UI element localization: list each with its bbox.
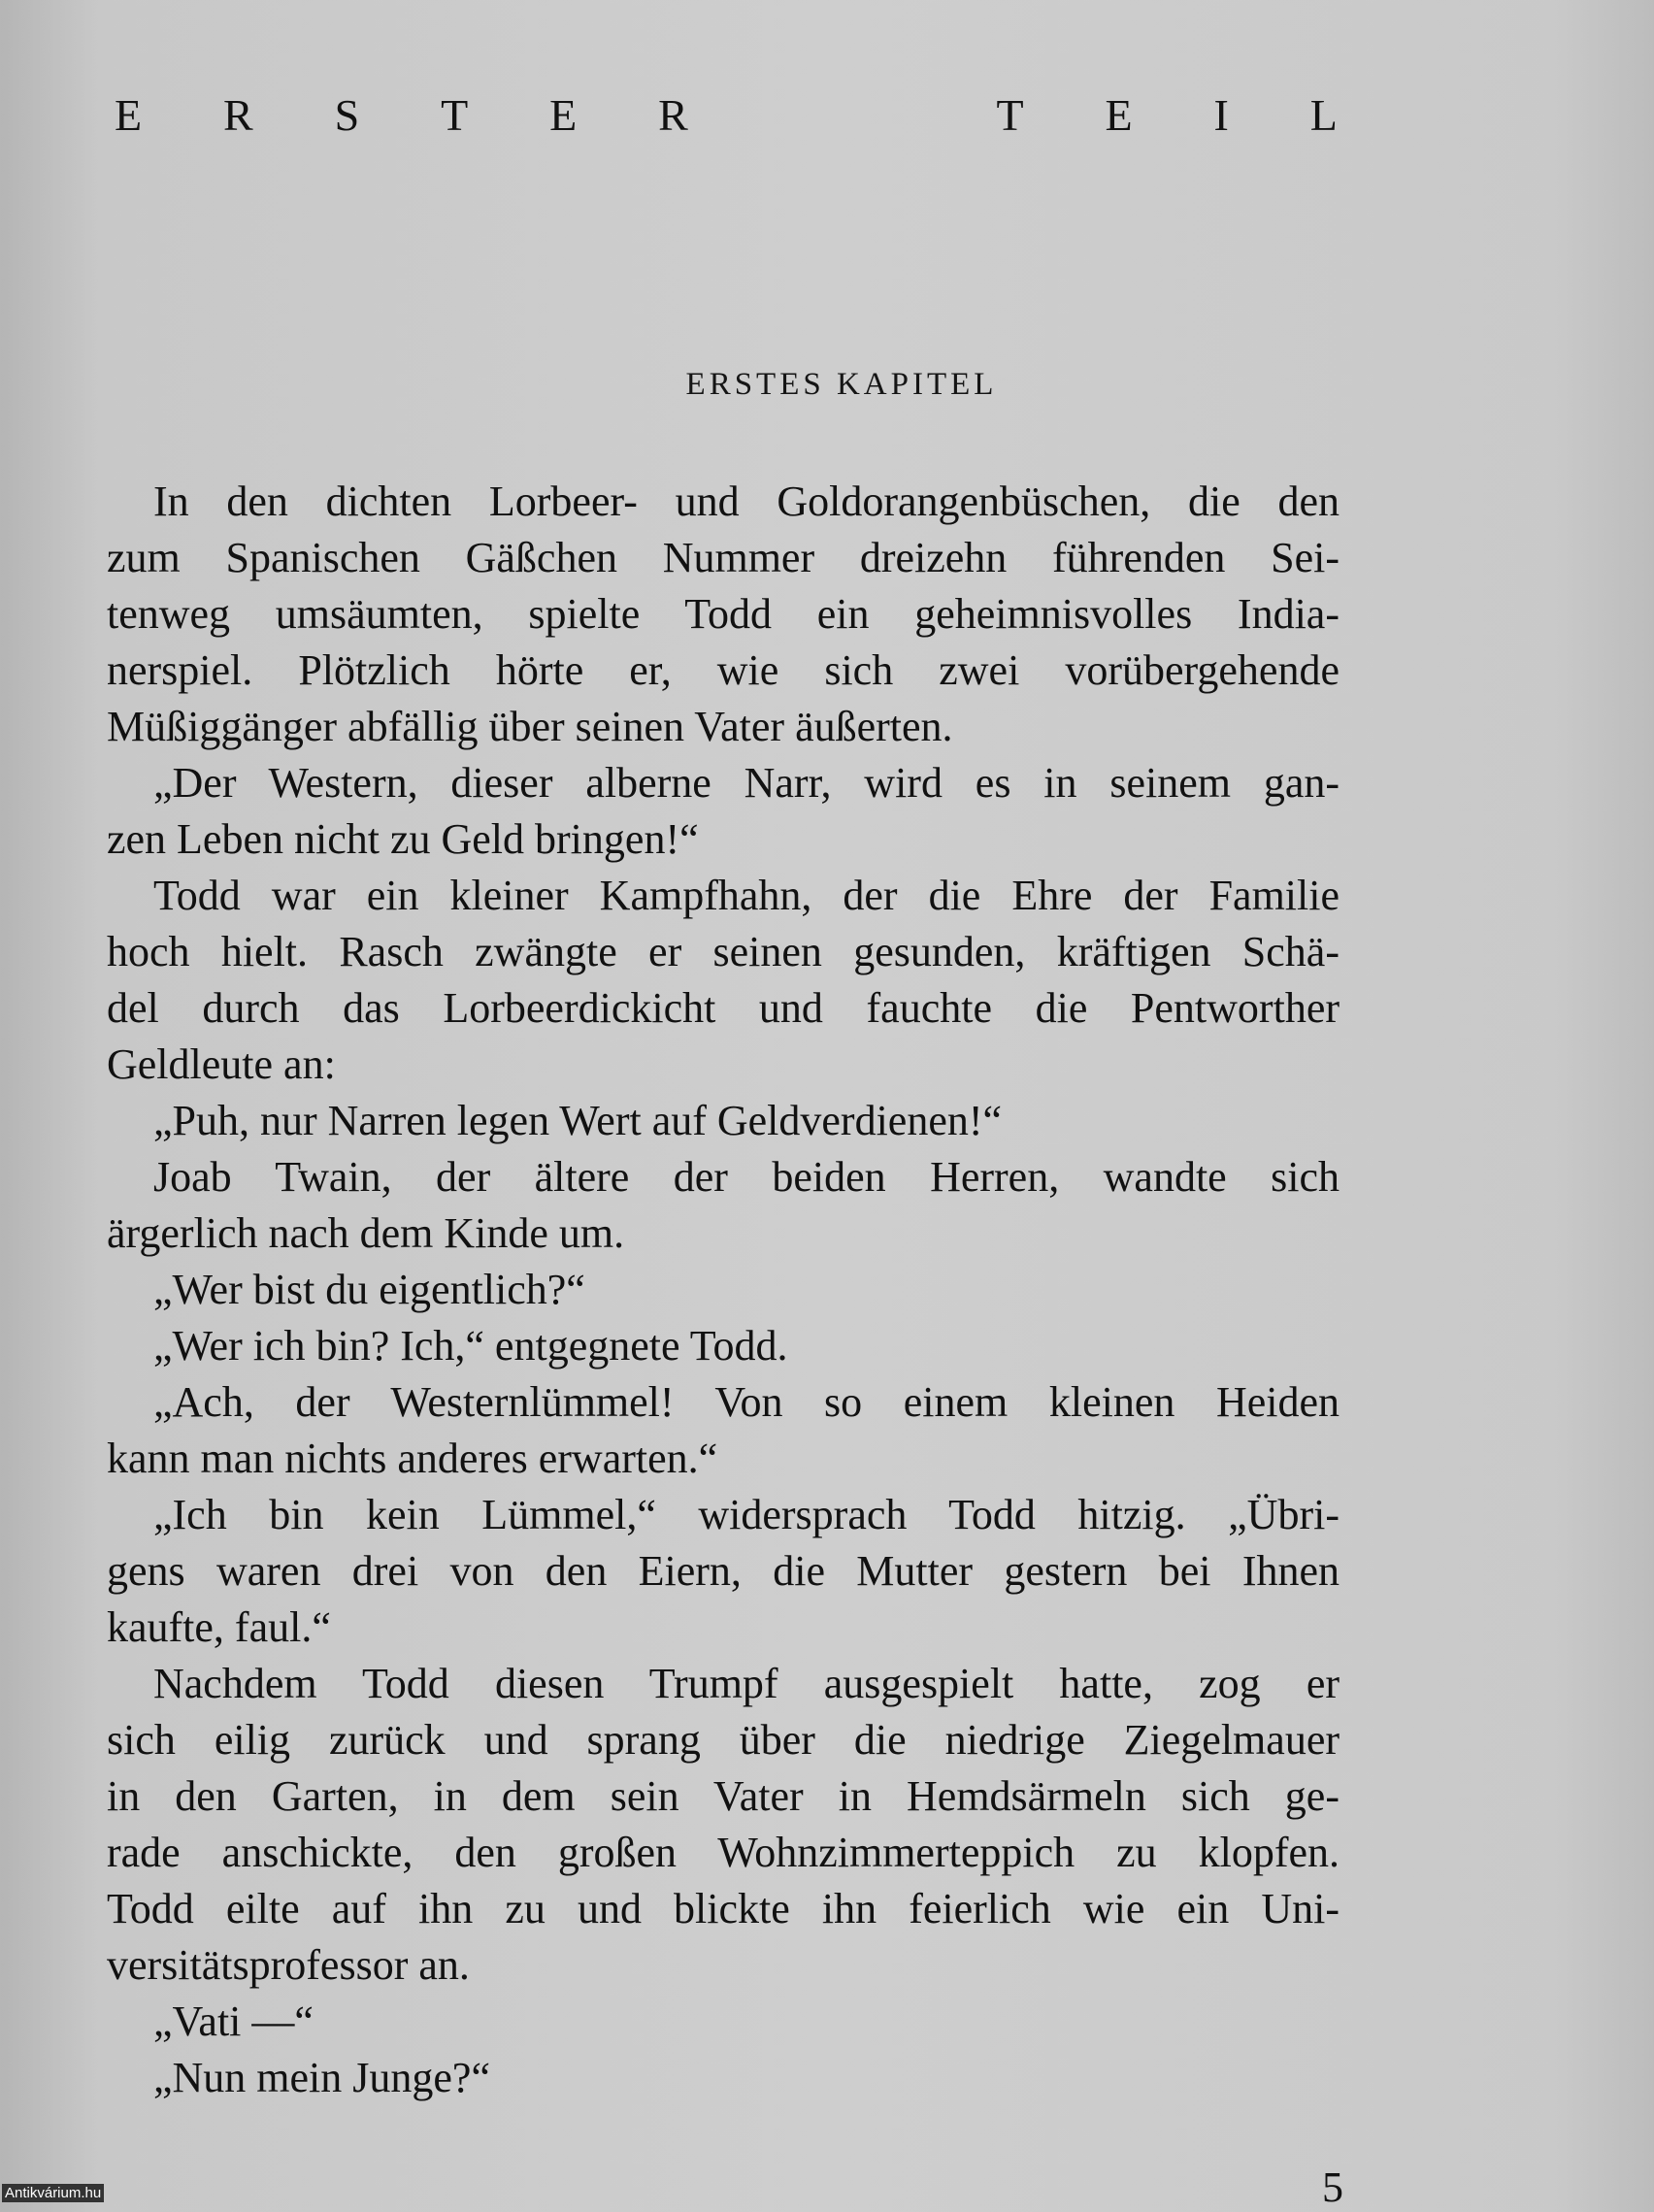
text-line: „Der Western, dieser alberne Narr, wird es in seinem gan- (153, 759, 1340, 807)
text-line: „Ach, der Westernlümmel! Von so einem kleinen Heiden (153, 1378, 1340, 1426)
part-title-letter: T (996, 90, 1024, 140)
text-line: „Puh, nur Narren legen Wert auf Geldverdienen!“ (153, 1097, 1003, 1144)
text-line: „Vati —“ (153, 1997, 314, 2045)
text-line: Geldleute an: (107, 1040, 336, 1088)
part-title-letter: R (658, 90, 688, 140)
text-line: ärgerlich nach dem Kinde um. (107, 1209, 625, 1257)
text-line: Todd eilte auf ihn zu und blickte ihn feierlich wie ein Uni- (107, 1885, 1340, 1932)
part-title-letter: E (115, 90, 143, 140)
part-title-letter: T (441, 90, 469, 140)
text-line: kann man nichts anderes erwarten.“ (107, 1435, 718, 1482)
chapter-title (0, 367, 1654, 403)
text-line: In den dichten Lorbeer- und Goldorangenbüschen, die den (153, 478, 1340, 525)
text-line: nerspiel. Plötzlich hörte er, wie sich zwei vorübergehende (107, 646, 1340, 694)
part-title-gap (770, 89, 915, 141)
text-line: Nachdem Todd diesen Trumpf ausgespielt hatte, zog er (153, 1660, 1340, 1707)
part-title (115, 89, 1338, 141)
text-line: Joab Twain, der ältere der beiden Herren, wandte sich (153, 1153, 1340, 1201)
watermark: Antikvárium.hu (2, 2184, 104, 2202)
text-line: del durch das Lorbeerdickicht und fauchte die Pentworther (107, 984, 1340, 1032)
text-line: kaufte, faul.“ (107, 1603, 331, 1651)
text-line: Todd war ein kleiner Kampfhahn, der die Ehre der Familie (153, 872, 1340, 919)
text-line: „Nun mein Junge?“ (153, 2054, 490, 2101)
text-line: gens waren drei von den Eiern, die Mutter gestern bei Ihnen (107, 1547, 1340, 1595)
text-line: hoch hielt. Rasch zwängte er seinen gesunden, kräftigen Schä- (107, 928, 1340, 975)
text-line: „Wer bist du eigentlich?“ (153, 1266, 585, 1313)
part-title-letter: L (1309, 90, 1338, 140)
part-title-letter: I (1213, 90, 1229, 140)
text-line: tenweg umsäumten, spielte Todd ein geheimnisvolles India- (107, 590, 1340, 638)
text-line: in den Garten, in dem sein Vater in Hemdsärmeln sich ge- (107, 1772, 1340, 1820)
text-line: sich eilig zurück und sprang über die niedrige Ziegelmauer (107, 1716, 1340, 1764)
text-line: zen Leben nicht zu Geld bringen!“ (107, 815, 699, 863)
part-title-letter: R (223, 90, 253, 140)
text-line: „Ich bin kein Lümmel,“ widersprach Todd hitzig. „Übri- (153, 1491, 1340, 1538)
text-line: „Wer ich bin? Ich,“ entgegnete Todd. (153, 1322, 788, 1370)
body-text (107, 474, 1340, 2106)
text-line: rade anschickte, den großen Wohnzimmerteppich zu klopfen. (107, 1829, 1340, 1876)
part-title-letter: S (334, 90, 360, 140)
text-line: Müßiggänger abfällig über seinen Vater äußerten. (107, 703, 953, 750)
part-title-letter: E (1105, 90, 1133, 140)
text-line: versitätsprofessor an. (107, 1941, 470, 1989)
text-line: zum Spanischen Gäßchen Nummer dreizehn führenden Sei- (107, 534, 1340, 581)
chapter-title-text: ERSTES KAPITEL (685, 367, 998, 402)
page-number: 5 (1322, 2163, 1343, 2211)
part-title-letter: E (549, 90, 578, 140)
